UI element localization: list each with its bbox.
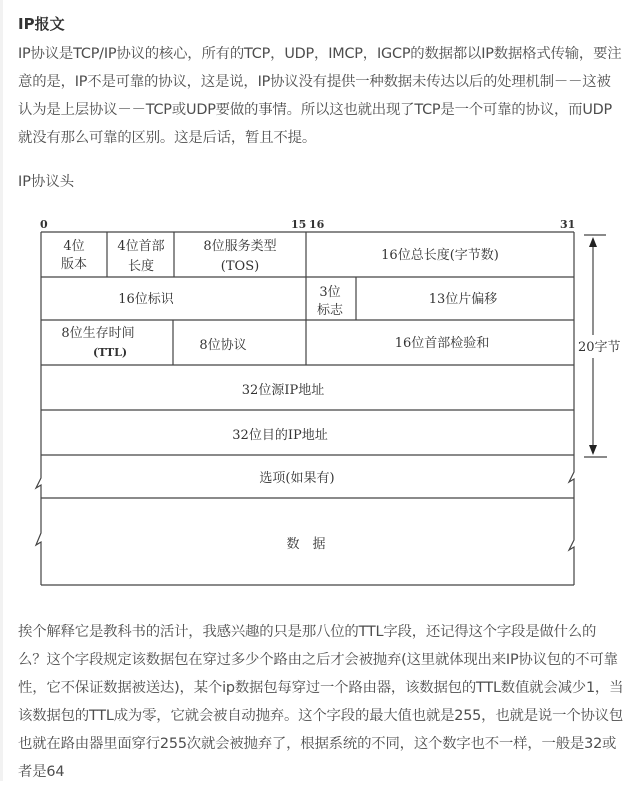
field-header-checksum: 16位首部检验和 xyxy=(394,336,490,351)
field-fragment-offset: 13位片偏移 xyxy=(428,292,498,307)
field-tos-l2: (TOS) xyxy=(220,259,260,274)
field-destination-ip: 32位目的IP地址 xyxy=(232,428,328,443)
ttl-explanation-paragraph: 挨个解释它是教科书的活计，我感兴趣的只是那八位的TTL字段，还记得这个字段是做什么的么？这个字段规定该数据包在穿过多少个路由之后才会被抛弃(这里就体现出来IP协议包的不可靠性，它不保证数据被送达)，某个ip数据包每穿过一个路由器，该数据包的TTL数值就会减少1，当该数据包的TTL成为零，它就会被自动抛弃。这个字段的最大值也就是255，也就是说一个协议包也就在路由器里面穿行255次就会被抛弃了，根据系统的不同，这个数字也不一样，一般是32或者是64 xyxy=(18,624,624,780)
field-ihl-l2: 长度 xyxy=(127,259,155,274)
field-identification: 16位标识 xyxy=(118,292,174,307)
field-flags-l2: 标志 xyxy=(316,303,344,318)
field-total-length: 16位总长度(字节数) xyxy=(381,248,499,263)
bit-label-0: 0 xyxy=(40,218,48,231)
bit-label-16: 16 xyxy=(309,218,325,231)
field-ttl-l1: 8位生存时间 xyxy=(61,326,135,341)
field-protocol: 8位协议 xyxy=(199,338,247,353)
section-title: IP报文 xyxy=(18,15,65,33)
field-ttl-l2: (TTL) xyxy=(92,346,128,359)
field-data: 数 据 xyxy=(286,537,326,552)
twenty-bytes-label: 20字节 xyxy=(578,340,621,355)
bit-label-31: 31 xyxy=(560,218,576,231)
field-options: 选项(如果有) xyxy=(259,471,335,486)
intro-paragraph: IP协议是TCP/IP协议的核心，所有的TCP，UDP，IMCP，IGCP的数据都以IP数据格式传输，要注意的是，IP不是可靠的协议，这是说，IP协议没有提供一种数据未传达以后的处理机制－－这被认为是上层协议－－TCP或UDP要做的事情。所以这也就出现了TCP是一个可靠的协议，而UDP就没有那么可靠的区别。这是后话，暂且不提。 xyxy=(18,46,622,146)
subheading: IP协议头 xyxy=(18,174,75,190)
field-version-l1: 4位 xyxy=(63,239,85,254)
field-version-l2: 版本 xyxy=(60,257,88,272)
field-tos-l1: 8位服务类型 xyxy=(203,239,277,254)
bit-label-15: 15 xyxy=(291,218,307,231)
field-source-ip: 32位源IP地址 xyxy=(241,383,325,398)
field-flags-l1: 3位 xyxy=(319,285,341,300)
field-ihl-l1: 4位首部 xyxy=(117,239,165,254)
